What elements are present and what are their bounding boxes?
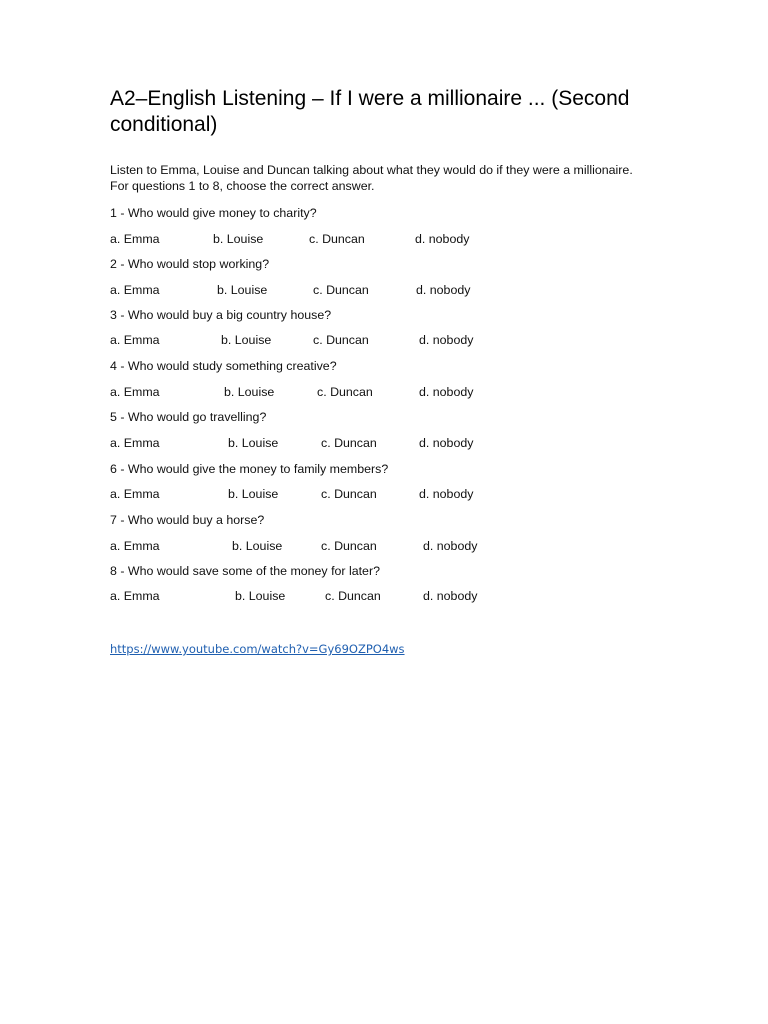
option-b: b. Louise	[232, 539, 283, 553]
option-d: d. nobody	[423, 589, 478, 603]
option-d: d. nobody	[415, 232, 470, 246]
option-c: c. Duncan	[321, 539, 377, 553]
option-c: c. Duncan	[325, 589, 381, 603]
option-b: b. Louise	[213, 232, 264, 246]
option-a: a. Emma	[110, 385, 160, 399]
option-a: a. Emma	[110, 232, 160, 246]
option-d: d. nobody	[416, 283, 471, 297]
question-8: 8 - Who would save some of the money for later?	[110, 564, 380, 578]
option-c: c. Duncan	[321, 436, 377, 450]
option-a: a. Emma	[110, 283, 160, 297]
question-5: 5 - Who would go travelling?	[110, 410, 267, 424]
option-b: b. Louise	[228, 436, 279, 450]
option-d: d. nobody	[419, 333, 474, 347]
option-a: a. Emma	[110, 333, 160, 347]
instructions: Listen to Emma, Louise and Duncan talking about what they would do if they were a millionaire. For questions 1 to 8, choose the correct answer.	[110, 163, 633, 193]
page-title: A2–English Listening – If I were a millionaire ... (Second conditional)	[110, 87, 630, 136]
option-a: a. Emma	[110, 539, 160, 553]
question-4: 4 - Who would study something creative?	[110, 359, 337, 373]
option-d: d. nobody	[423, 539, 478, 553]
question-1: 1 - Who would give money to charity?	[110, 206, 317, 220]
option-c: c. Duncan	[313, 283, 369, 297]
option-b: b. Louise	[224, 385, 275, 399]
question-7: 7 - Who would buy a horse?	[110, 513, 265, 527]
question-6: 6 - Who would give the money to family members?	[110, 462, 389, 476]
option-a: a. Emma	[110, 436, 160, 450]
option-b: b. Louise	[235, 589, 286, 603]
option-b: b. Louise	[217, 283, 268, 297]
option-c: c. Duncan	[309, 232, 365, 246]
question-2: 2 - Who would stop working?	[110, 257, 270, 271]
option-b: b. Louise	[228, 487, 279, 501]
option-b: b. Louise	[221, 333, 272, 347]
option-d: d. nobody	[419, 487, 474, 501]
option-c: c. Duncan	[321, 487, 377, 501]
option-d: d. nobody	[419, 385, 474, 399]
option-c: c. Duncan	[313, 333, 369, 347]
option-a: a. Emma	[110, 589, 160, 603]
question-3: 3 - Who would buy a big country house?	[110, 308, 332, 322]
option-c: c. Duncan	[317, 385, 373, 399]
option-d: d. nobody	[419, 436, 474, 450]
option-a: a. Emma	[110, 487, 160, 501]
youtube-link[interactable]: https://www.youtube.com/watch?v=Gy69OZPO4ws	[110, 642, 405, 656]
